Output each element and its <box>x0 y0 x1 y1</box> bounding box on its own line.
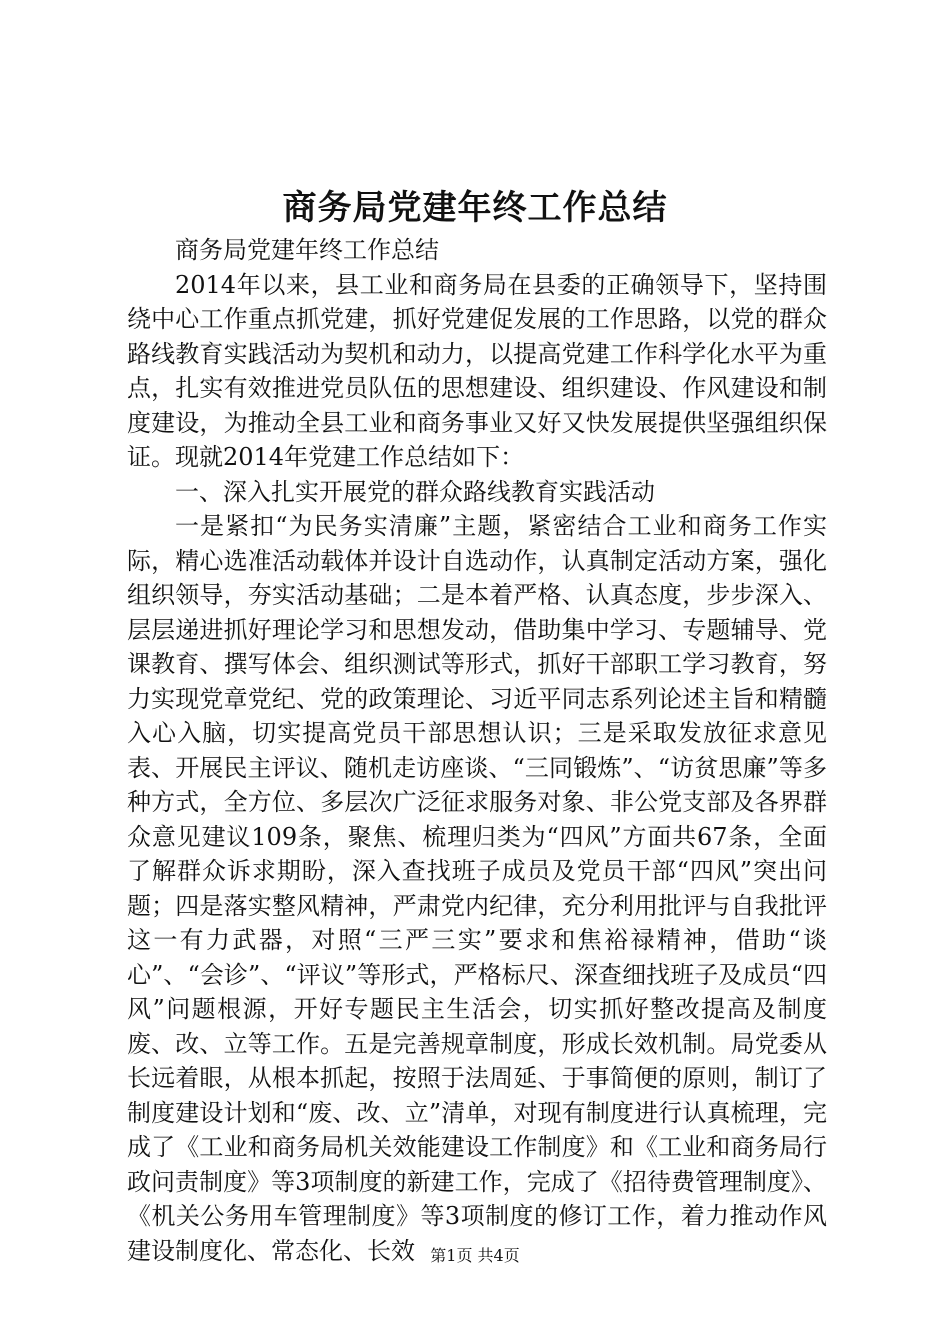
document-title: 商务局党建年终工作总结 <box>282 188 668 228</box>
section-heading: 一、深入扎实开展党的群众路线教育实践活动 <box>175 477 655 506</box>
subtitle-paragraph: 商务局党建年终工作总结 <box>175 236 439 264</box>
document-body <box>127 233 827 1268</box>
body-paragraph: 一是紧扣“为民务实清廉”主题，紧密结合工业和商务工作实际，精心选准活动载体并设计自选动作，认真制定活动方案，强化组织领导，夯实活动基础；二是本着严格、认真态度，步步深入、层层递进抓好理论学习和思想发动，借助集中学习、专题辅导、党课教育、撰写体会、组织测试等形式，抓好干部职工学习教育，努力实现党章党纪、党的政策理论、习近平同志系列论述主旨和精髓入心入脑，切实提高党员干部思想认识；三是采取发放征求意见表、开展民主评议、随机走访座谈、“三同锻炼”、“访贫思廉”等多种方式，全方位、多层次广泛征求服务对象、非公党支部及各界群众意见建议109条，聚焦、梳理归类为“四风”方面共67条，全面了解群众诉求期盼，深入查找班子成员及党员干部“四风”突出问题；四是落实整风精神，严肃党内纪律，充分利用批评与自我批评这一有力武器，对照“三严三实”要求和焦裕禄精神，借助“谈心”、“会诊”、“评议”等形式，严格标尺、深查细找班子及成员“四风”问题根源，开好专题民主生活会，切实抓好整改提高及制度废、改、立等工作。五是完善规章制度，形成长效机制。局党委从长远着眼，从根本抓起，按照于法周延、于事简便的原则，制订了制度建设计划和“废、改、立”清单，对现有制度进行认真梳理，完成了《工业和商务局机关效能建设工作制度》和《工业和商务局行政问责制度》等3项制度的新建工作，完成了《招待费管理制度》、《机关公务用车管理制度》等3项制度的修订工作，着力推动作风建设制度化、常态化、长效 <box>127 512 827 1265</box>
intro-paragraph: 2014年以来，县工业和商务局在县委的正确领导下，坚持围绕中心工作重点抓党建，抓好党建促发展的工作思路，以党的群众路线教育实践活动为契机和动力，以提高党建工作科学化水平为重点，扎实有效推进党员队伍的思想建设、组织建设、作风建设和制度建设，为推动全县工业和商务事业又好又快发展提供坚强组织保证。现就2014年党建工作总结如下： <box>127 270 827 471</box>
page-footer: 第1页 共4页 <box>430 1246 520 1265</box>
